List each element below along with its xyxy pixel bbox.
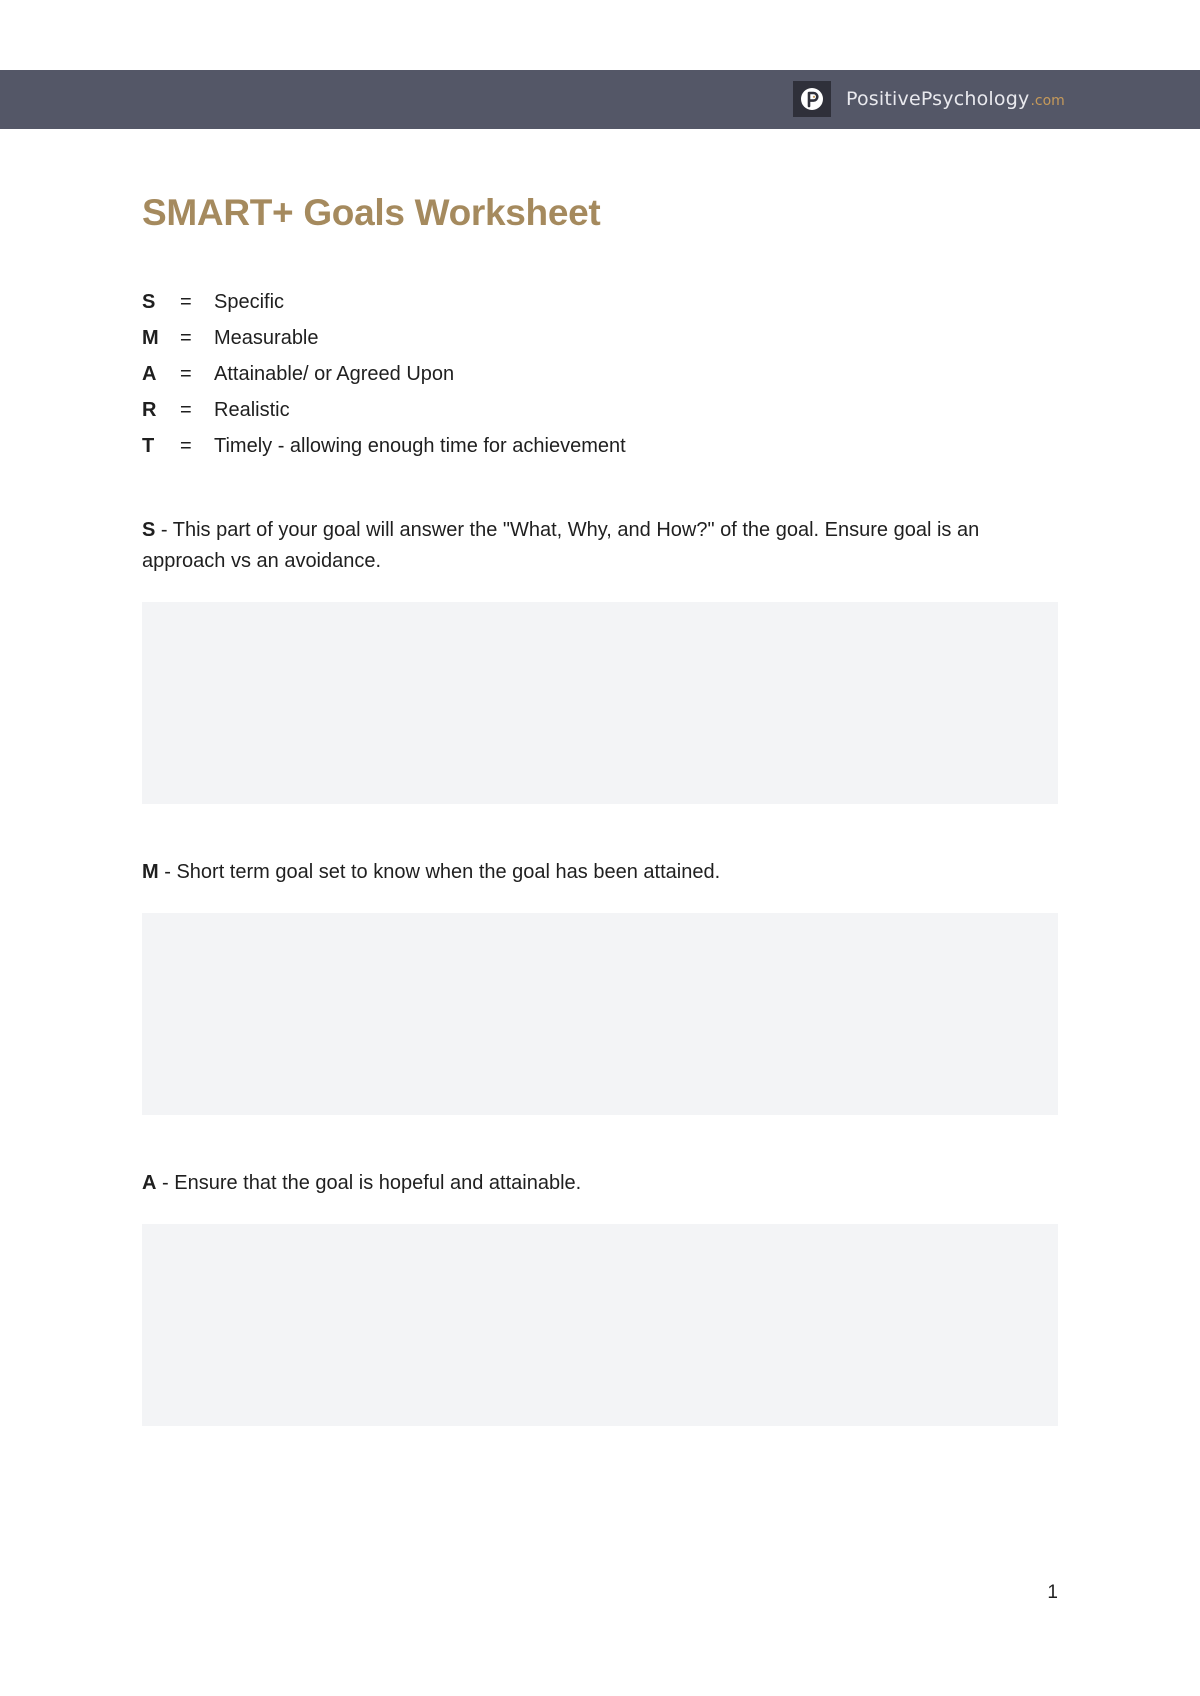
brand-name: PositivePsychology xyxy=(846,88,1030,110)
brand xyxy=(793,81,1065,117)
smart-letter: S xyxy=(142,290,156,313)
smart-row-r xyxy=(142,392,626,428)
smart-meaning: Realistic xyxy=(214,398,290,421)
section-description: - Ensure that the goal is hopeful and attainable. xyxy=(156,1172,582,1194)
smart-equals: = xyxy=(180,326,192,349)
page-title: SMART+ Goals Worksheet xyxy=(142,192,601,233)
brand-tld: .com xyxy=(1030,93,1065,109)
smart-row-t xyxy=(142,428,626,464)
smart-letter: R xyxy=(142,398,157,421)
section-specific-prompt xyxy=(142,515,1062,577)
smart-definition-list xyxy=(142,284,626,464)
answer-box-specific[interactable] xyxy=(142,602,1058,804)
section-measurable-prompt xyxy=(142,857,1062,888)
page-number: 1 xyxy=(1047,1582,1058,1603)
smart-equals: = xyxy=(180,398,192,421)
section-letter: A xyxy=(142,1172,157,1194)
smart-meaning: Measurable xyxy=(214,326,319,349)
section-description: - This part of your goal will answer the "What, Why, and How?" of the goal. Ensure goal is an approach vs an avoidance. xyxy=(142,519,980,572)
smart-meaning: Timely - allowing enough time for achievement xyxy=(214,434,626,457)
smart-letter: T xyxy=(142,434,155,457)
smart-row-a xyxy=(142,356,626,392)
section-letter: M xyxy=(142,861,159,883)
smart-meaning: Specific xyxy=(214,290,285,313)
smart-equals: = xyxy=(180,434,192,457)
smart-row-m xyxy=(142,320,626,356)
smart-equals: = xyxy=(180,362,192,385)
smart-letter: M xyxy=(142,326,159,349)
section-attainable-prompt xyxy=(142,1168,1062,1199)
smart-meaning: Attainable/ or Agreed Upon xyxy=(214,362,455,385)
positive-psychology-logo-icon xyxy=(793,81,831,117)
smart-equals: = xyxy=(180,290,192,313)
answer-box-measurable[interactable] xyxy=(142,913,1058,1115)
section-description: - Short term goal set to know when the goal has been attained. xyxy=(158,861,721,883)
smart-letter: A xyxy=(142,362,157,385)
smart-row-s xyxy=(142,284,626,320)
answer-box-attainable[interactable] xyxy=(142,1224,1058,1426)
section-letter: S xyxy=(142,519,156,541)
header-bar xyxy=(0,70,1200,129)
